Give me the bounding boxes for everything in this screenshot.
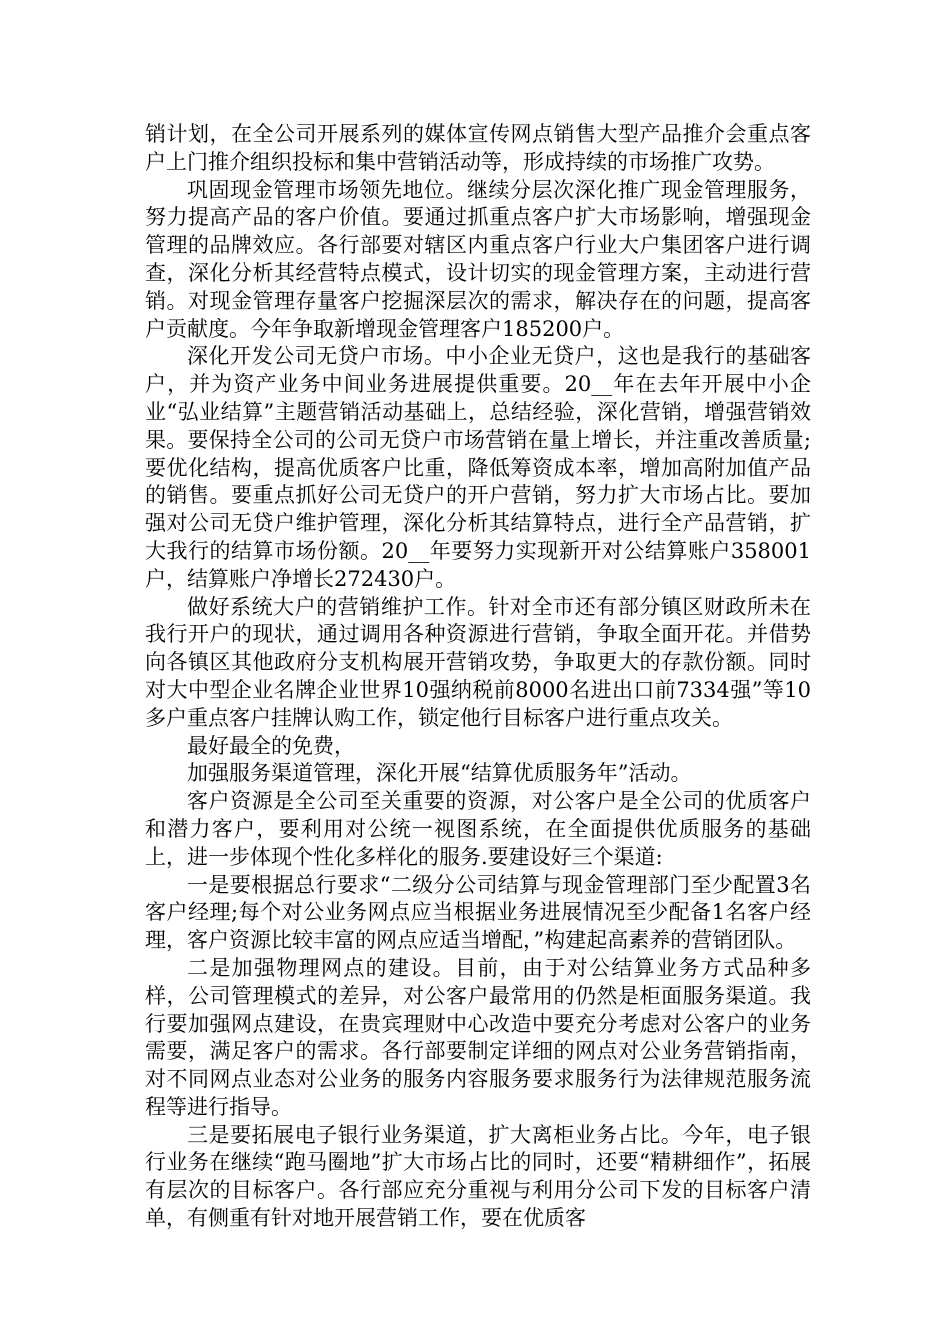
paragraph-channel-one: 一是要根据总行要求“二级分公司结算与现金管理部门至少配置3名客户经理;每个对公业务网点应当根据业务进展情况至少配备1名客户经理，客户资源比较丰富的网点应适当增配，”构建起高素养的营销团队。 <box>145 872 811 953</box>
paragraph-service-channels: 加强服务渠道管理，深化开展“结算优质服务年”活动。 <box>187 761 692 786</box>
paragraph-channel-two: 二是加强物理网点的建设。目前，由于对公结算业务方式品种多样，公司管理模式的差异，对公客户最常用的仍然是柜面服务渠道。我行要加强网点建设，在贵宾理财中心改造中要充分考虑对公客户的业务需要，满足客户的需求。各行部要制定详细的网点对公业务营销指南，对不同网点业态对公业务的服务内容服务要求服务行为法律规范服务流程等进行指导。 <box>145 955 811 1119</box>
paragraph-free-note: 最好最全的免费， <box>187 733 355 758</box>
paragraph-no-loan-accounts: 深化开发公司无贷户市场。中小企业无贷户，这也是我行的基础客户，并为资产业务中间业务进展提供重要。20__年在去年开展中小企业“弘业结算”主题营销活动基础上，总结经验，深化营销，增强营销效果。要保持全公司的公司无贷户市场营销在量上增长，并注重改善质量;要优化结构，提高优质客户比重，降低筹资成本率，增加高附加值产品的销售。要重点抓好公司无贷户的开户营销，努力扩大市场占比。要加强对公司无贷户维护管理，深化分析其结算特点，进行全产品营销，扩大我行的结算市场份额。20__年要努力实现新开对公结算账户358001户，结算账户净增长272430户。 <box>145 344 811 591</box>
paragraph-marketing-plan: 销计划，在全公司开展系列的媒体宣传网点销售大型产品推介会重点客户上门推介组织投标和集中营销活动等，形成持续的市场推广攻势。 <box>145 122 811 174</box>
paragraph-channel-three: 三是要拓展电子银行业务渠道，扩大离柜业务占比。今年，电子银行业务在继续“跑马圈地”扩大市场占比的同时，还要“精耕细作”，拓展有层次的目标客户。各行部应充分重视与利用分公司下发的目标客户清单，有侧重有针对地开展营销工作，要在优质客 <box>145 1122 811 1231</box>
document-body <box>145 121 811 1233</box>
paragraph-cash-management: 巩固现金管理市场领先地位。继续分层次深化推广现金管理服务，努力提高产品的客户价值。要通过抓重点客户扩大市场影响，增强现金管理的品牌效应。各行部要对辖区内重点客户行业大户集团客户进行调查，深化分析其经营特点模式，设计切实的现金管理方案，主动进行营销。对现金管理存量客户挖掘深层次的需求，解决存在的问题，提高客户贡献度。今年争取新增现金管理客户185200户。 <box>145 177 811 341</box>
paragraph-client-resources: 客户资源是全公司至关重要的资源，对公客户是全公司的优质客户和潜力客户，要利用对公统一视图系统，在全面提供优质服务的基础上，进一步体现个性化多样化的服务.要建设好三个渠道: <box>145 789 811 869</box>
paragraph-major-clients: 做好系统大户的营销维护工作。针对全市还有部分镇区财政所未在我行开户的现状，通过调用各种资源进行营销，争取全面开花。并借势向各镇区其他政府分支机构展开营销攻势，争取更大的存款份额。同时对大中型企业名牌企业世界10强纳税前8000名进出口前7334强”等10多户重点客户挂牌认购工作，锁定他行目标客户进行重点攻关。 <box>145 594 811 730</box>
